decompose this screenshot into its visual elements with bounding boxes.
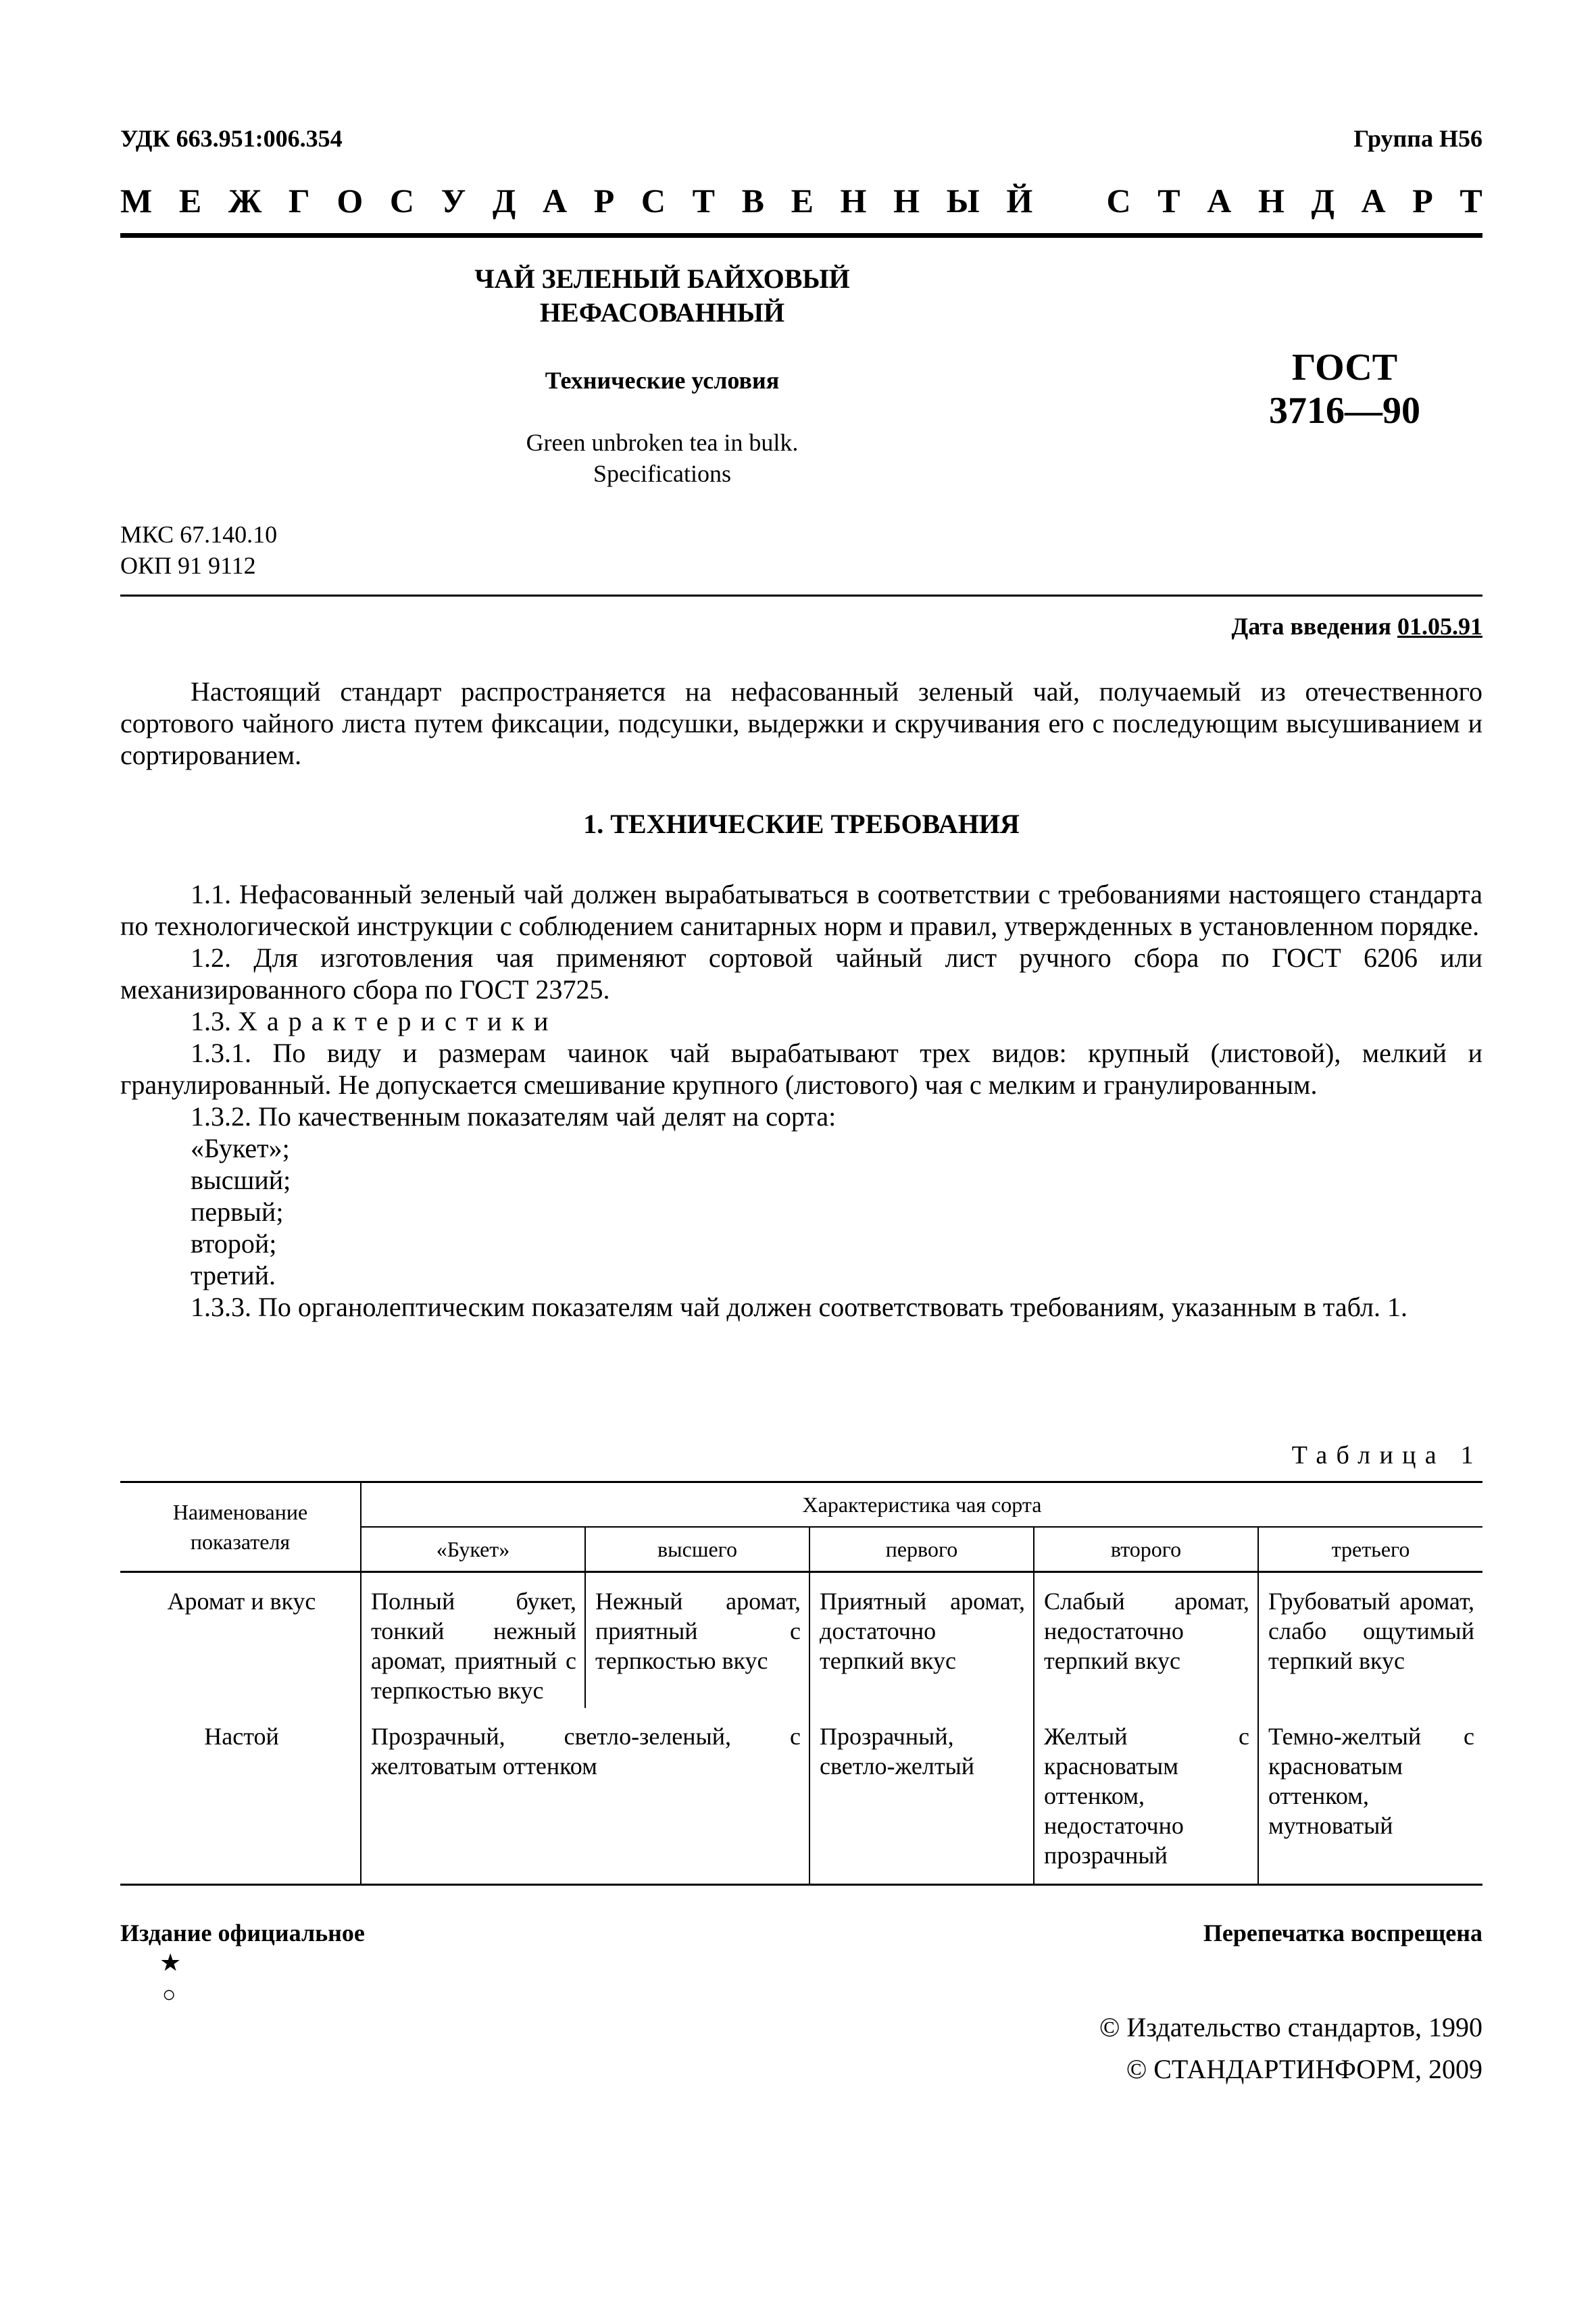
document-title [365,262,959,330]
heading-letter: Е [178,182,202,220]
clause-1-3-title: Характеристики [238,1006,558,1036]
table-cell: Прозрачный, светло-зеленый, с желтоватым оттенком [361,1708,809,1885]
heading-letter: Ы [946,182,980,220]
heading-letter: С [389,182,414,220]
copyright-line-2: © СТАНДАРТИНФОРМ, 2009 [1126,2054,1482,2084]
star-icon: ★ [159,1949,182,1976]
document-subtitle: Технические условия [545,367,780,394]
intro-date-label: Дата введения [1231,613,1397,640]
heading-letter: А [542,182,568,220]
heading-letter [1059,181,1080,220]
grade-item: первый; [191,1197,284,1227]
heading-letter: Н [1257,182,1285,220]
heading-letter: Д [1311,182,1335,220]
clause-1-3-3: 1.3.3. По органолептическим показателям чай должен соответствовать требованиям, указанным в табл. 1. [191,1292,1407,1322]
table-cell: Полный букет, тонкий нежный аромат, приятный с терпкостью вкус [361,1572,585,1709]
introduction-date [1232,612,1483,640]
title-line-1: ЧАЙ ЗЕЛЕНЫЙ БАЙХОВЫЙ [474,263,850,294]
clause-1-2: 1.2. Для изготовления чая применяют сортовой чайный лист ручного сбора по ГОСТ 6206 или механизированного сбора по ГОСТ 23725. [120,942,1482,1005]
title-line-2: НЕФАСОВАННЫЙ [539,297,785,328]
circle-icon: ○ [162,1982,176,2007]
udk-code: УДК 663.951:006.354 [120,125,343,152]
table-cell: Слабый аромат, недостаточно терпкий вкус [1034,1572,1258,1709]
heading-letter: Г [288,182,310,220]
row-name: Аромат и вкус [167,1588,316,1615]
heading-letter: Е [791,182,814,220]
heading-letter: Р [593,182,615,220]
heading-letter: В [741,182,764,220]
heading-letter: Т [1460,182,1482,220]
grade-item: «Букет»; [191,1133,290,1163]
copyright-line-1: © Издательство стандартов, 1990 [1099,2012,1482,2042]
table-caption: Таблица 1 [1291,1441,1482,1469]
table-cell: Нежный аромат, приятный с терпкостью вкус [585,1572,809,1709]
heading-letter: Т [1157,182,1180,220]
column-header-second: второго [1034,1527,1258,1572]
heading-letter: У [441,182,466,220]
heading-letter: Ж [228,182,262,220]
grade-item: высший; [191,1165,291,1195]
english-title [365,427,959,489]
table-cell: Грубоватый аромат, слабо ощутимый терпкий вкус [1258,1572,1482,1709]
table-row [120,1708,1482,1885]
heading-letter: Р [1412,182,1433,220]
group-code: Группа Н56 [1353,125,1482,152]
english-title-line-1: Green unbroken tea in bulk. [526,429,799,456]
reprint-prohibited: Перепечатка воспрещена [1203,1919,1482,1946]
column-header-highest: высшего [585,1527,809,1572]
gost-code: 3716—90 [1269,390,1420,432]
official-edition: Издание официальное [120,1919,365,1946]
organoleptic-table [120,1481,1482,1886]
interstate-standard-heading [120,181,1482,220]
intro-date-value: 01.05.91 [1397,613,1482,640]
heading-letter: С [641,182,666,220]
column-header-first: первого [809,1527,1034,1572]
row-name: Настой [120,1708,361,1885]
heading-letter: Н [893,182,920,220]
table-cell: Приятный аромат, достаточно терпкий вкус [809,1572,1034,1709]
heading-letter: С [1106,182,1131,220]
clauses [120,878,1482,1323]
copyright-block [1099,2007,1482,2090]
mks-code: МКС 67.140.10 [120,521,278,548]
clause-1-3-number: 1.3. [191,1006,231,1036]
table-cell: Желтый с красноватым оттенком, недостаточно прозрачный [1034,1708,1258,1885]
section-title: 1. ТЕХНИЧЕСКИЕ ТРЕБОВАНИЯ [583,809,1020,839]
gost-label: ГОСТ [1291,347,1398,388]
heading-letter: А [1207,182,1232,220]
clause-1-1: 1.1. Нефасованный зеленый чай должен вырабатываться в соответствии с требованиями настоящего стандарта по технологической инструкции с соблюдением санитарных норм и правил, утвержденных в установленном порядке. [120,879,1482,941]
table-cell: Темно-желтый с красноватым оттенком, мутноватый [1258,1708,1482,1885]
heading-letter: Й [1006,182,1033,220]
clause-1-3 [120,1005,1482,1037]
column-header-buket: «Букет» [361,1527,585,1572]
table-row [120,1572,1482,1709]
clause-1-3-2: 1.3.2. По качественным показателям чай делят на сорта: [191,1101,837,1132]
grade-item: второй; [191,1228,277,1259]
intro-text: Настоящий стандарт распространяется на нефасованный зеленый чай, получаемый из отечественного сортового чайного листа путем фиксации, подсушки, выдержки и скручивания его с последующим высушиванием и сортированием. [120,676,1482,770]
intro-paragraph [120,676,1482,771]
english-title-line-2: Specifications [593,460,731,487]
heading-letter: А [1361,182,1386,220]
column-header-group: Характеристика чая сорта [361,1482,1482,1528]
okp-code: ОКП 91 9112 [120,552,256,579]
table-cell: Прозрачный, светло-желтый [809,1708,1034,1885]
top-rule [120,233,1482,238]
heading-letter: Н [840,182,867,220]
classification-codes [120,519,277,581]
column-header-third: третьего [1258,1527,1482,1572]
gost-number [1230,346,1460,432]
clause-1-3-1: 1.3.1. По виду и размерам чаинок чай вырабатывают трех видов: крупный (листовой), мелкий и гранулированный. Не допускается смешивание крупного (листового) чая с мелким и гранулированным. [120,1038,1482,1100]
column-header-name: Наименование показателя [120,1482,361,1572]
grade-item: третий. [191,1260,276,1290]
heading-letter: Д [492,182,516,220]
header-rule [120,595,1482,597]
heading-letter: О [336,182,364,220]
heading-letter: Т [692,182,715,220]
heading-letter: М [120,182,153,220]
